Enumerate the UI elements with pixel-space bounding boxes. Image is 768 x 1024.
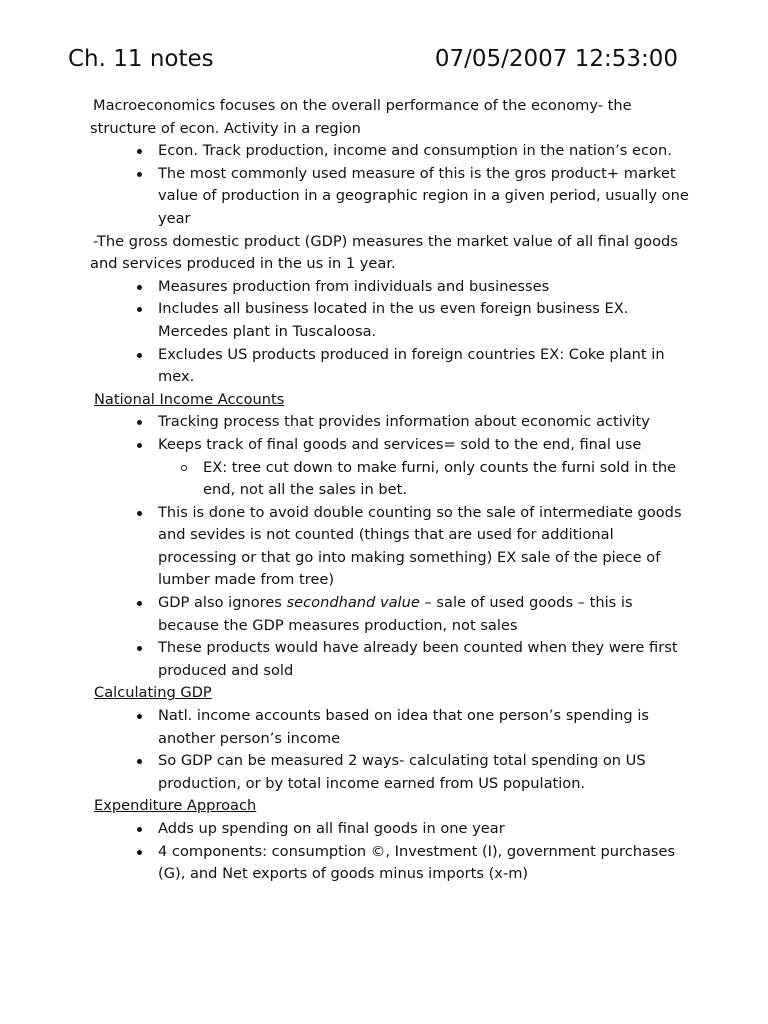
bullet-icon — [137, 149, 142, 154]
list-item — [90, 163, 690, 231]
bullet-list-4 — [90, 705, 690, 795]
bullet-icon — [137, 353, 142, 358]
sub-list-item — [90, 457, 690, 502]
list-item-text: Excludes US products produced in foreign countries EX: Coke plant in mex. — [158, 345, 665, 386]
list-item-text: The most commonly used measure of this is the gros product+ market value of production in a geographic region in a given period, usually one year — [158, 164, 689, 227]
page-timestamp: 07/05/2007 12:53:00 — [434, 46, 678, 72]
hollow-bullet-icon — [181, 465, 187, 471]
section-heading-calculating-gdp: Calculating GDP — [94, 684, 212, 702]
list-item-text: So GDP can be measured 2 ways- calculating total spending on US production, or by total income earned from US population. — [158, 752, 646, 792]
bullet-icon — [137, 443, 142, 448]
bullet-list-3 — [90, 411, 690, 682]
list-item — [90, 298, 690, 343]
bullet-icon — [137, 172, 142, 177]
list-item-text: Natl. income accounts based on idea that one person’s spending is another person’s income — [158, 707, 649, 747]
list-item — [90, 411, 690, 434]
bullet-list-1 — [90, 140, 690, 230]
bullet-icon — [137, 646, 142, 651]
list-item-text: EX: tree cut down to make furni, only counts the furni sold in the end, not all the sales in bet. — [203, 458, 677, 499]
bullet-icon — [137, 511, 142, 516]
page-header — [68, 44, 678, 74]
italic-term: secondhand value — [286, 594, 420, 612]
list-item — [90, 502, 690, 592]
list-item-text: Keeps track of final goods and services= sold to the end, final use — [158, 435, 642, 453]
bullet-icon — [137, 827, 142, 832]
bullet-icon — [137, 714, 142, 719]
list-item — [90, 637, 690, 682]
list-item — [90, 818, 690, 841]
list-item-text: – sale of used goods – this is because the GDP measures production, not sales — [158, 594, 633, 634]
list-item-text: These products would have already been counted when they were first produced and sold — [158, 639, 678, 679]
section-heading-national-income: National Income Accounts — [94, 390, 285, 408]
list-item-text: Tracking process that provides information about economic activity — [158, 413, 650, 431]
list-item-text: Adds up spending on all final goods in one year — [158, 820, 505, 837]
list-item-text: Includes all business located in the us even foreign business EX. Mercedes plant in Tuscaloosa. — [158, 300, 629, 340]
page-title: Ch. 11 notes — [68, 46, 214, 72]
list-item — [90, 344, 690, 389]
paragraph-macroeconomics: Macroeconomics focuses on the overall performance of the economy- the structure of econ. Activity in a region — [90, 97, 632, 137]
list-item-text: Measures production from individuals and businesses — [158, 277, 550, 295]
bullet-icon — [137, 601, 142, 606]
list-item — [90, 841, 690, 886]
bullet-icon — [137, 285, 142, 290]
list-item-text: 4 components: consumption ©, Investment (I), government purchases (G), and Net exports of goods minus imports (x-m) — [158, 842, 676, 883]
paragraph-gdp: -The gross domestic product (GDP) measures the market value of all final goods and services produced in the us in 1 year. — [90, 232, 678, 273]
bullet-icon — [137, 759, 142, 764]
list-item — [90, 705, 690, 750]
list-item-text: GDP also ignores — [158, 594, 287, 612]
list-item-text: Econ. Track production, income and consumption in the nation’s econ. — [158, 142, 672, 160]
section-heading-expenditure: Expenditure Approach — [94, 797, 257, 815]
bullet-icon — [137, 850, 142, 855]
bullet-icon — [137, 307, 142, 312]
bullet-list-2 — [90, 276, 690, 389]
list-item — [90, 434, 690, 457]
notes-body — [90, 95, 690, 886]
list-item — [90, 592, 690, 637]
list-item-text: This is done to avoid double counting so the sale of intermediate goods and sevides is not counted (things that are used for additional processing or that go into making something) EX sale of the piece of lumber made from tree) — [158, 503, 682, 589]
list-item — [90, 276, 690, 299]
bullet-icon — [137, 420, 142, 425]
list-item — [90, 750, 690, 795]
bullet-list-5 — [90, 818, 690, 886]
list-item — [90, 140, 690, 163]
